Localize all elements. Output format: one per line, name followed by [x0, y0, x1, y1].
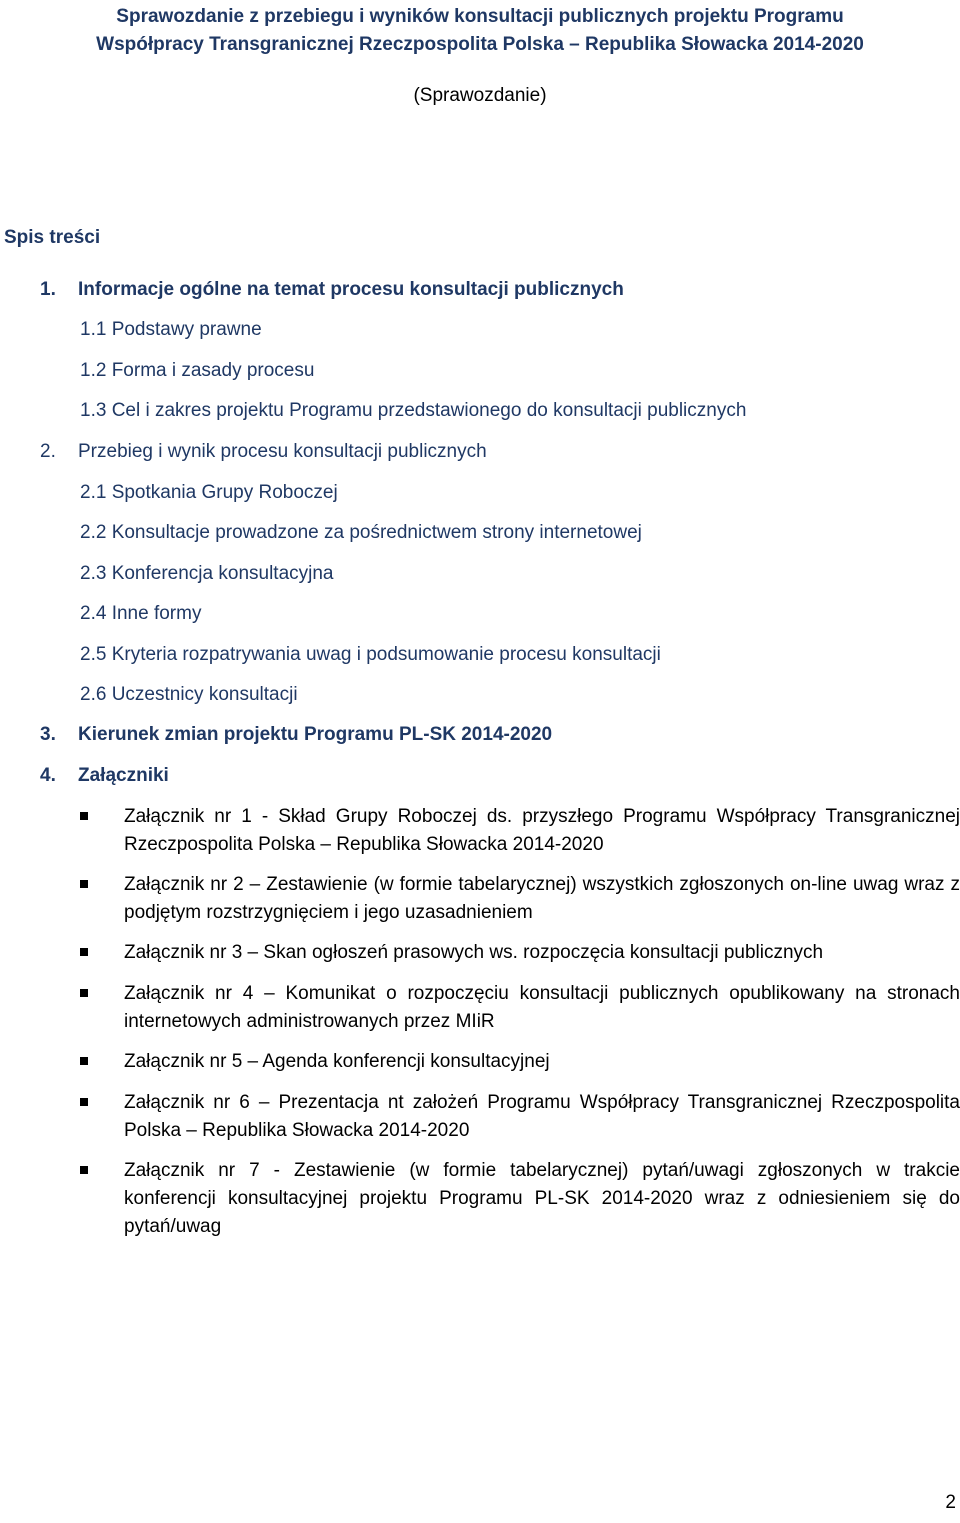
square-bullet-icon [80, 880, 88, 888]
toc-entry-2-6[interactable]: 2.6 Uczestnicy konsultacji [80, 684, 298, 705]
attachment-item-7 [80, 1157, 960, 1241]
toc-entry-1-3[interactable]: 1.3 Cel i zakres projektu Programu przedstawionego do konsultacji publicznych [80, 400, 747, 421]
toc-entry-label: Załączniki [78, 765, 169, 786]
attachment-text: Załącznik nr 5 – Agenda konferencji konsultacyjnej [124, 1051, 550, 1072]
square-bullet-icon [80, 1057, 88, 1065]
toc-entry-label: Przebieg i wynik procesu konsultacji publicznych [78, 441, 487, 462]
toc-heading: Spis treści [4, 227, 101, 248]
attachment-text: Załącznik nr 1 - Skład Grupy Roboczej ds. przyszłego Programu Współpracy Transgranicznej Rzeczpospolita Polska – Republika Słowacka 2014-2020 [124, 806, 960, 855]
attachment-text: Załącznik nr 4 – Komunikat o rozpoczęciu konsultacji publicznych opublikowany na stronach internetowych administrowanych przez MIiR [124, 983, 960, 1032]
toc-entry-number: 4. [40, 765, 56, 786]
square-bullet-icon [80, 1166, 88, 1174]
toc-entry-2[interactable] [40, 440, 487, 464]
toc-entry-3[interactable] [40, 723, 552, 747]
toc-entry-number: 1. [40, 279, 56, 300]
attachment-text: Załącznik nr 3 – Skan ogłoszeń prasowych ws. rozpoczęcia konsultacji publicznych [124, 942, 824, 963]
toc-entry-2-3[interactable]: 2.3 Konferencja konsultacyjna [80, 563, 334, 584]
toc-entry-number: 3. [40, 724, 56, 745]
toc-entry-1[interactable] [40, 278, 624, 302]
toc-entry-2-2[interactable]: 2.2 Konsultacje prowadzone za pośrednictwem strony internetowej [80, 522, 642, 543]
attachment-item-3 [80, 939, 960, 967]
attachment-item-6 [80, 1089, 960, 1145]
toc-entry-number: 2. [40, 441, 56, 462]
toc-entry-2-5[interactable]: 2.5 Kryteria rozpatrywania uwag i podsumowanie procesu konsultacji [80, 644, 661, 665]
toc-entry-2-1[interactable]: 2.1 Spotkania Grupy Roboczej [80, 482, 338, 503]
document-subtitle: (Sprawozdanie) [413, 85, 547, 106]
attachment-item-5 [80, 1048, 960, 1076]
attachment-text: Załącznik nr 6 – Prezentacja nt założeń Programu Współpracy Transgranicznej Rzeczpospolita Polska – Republika Słowacka 2014-2020 [124, 1092, 960, 1141]
toc-entry-4[interactable] [40, 764, 169, 788]
attachment-text: Załącznik nr 7 - Zestawienie (w formie tabelarycznej) pytań/uwagi zgłoszonych w trakcie konferencji konsultacyjnej projektu Programu PL-SK 2014-2020 wraz z odniesieniem się do pytań/uwag [124, 1160, 960, 1237]
document-title-line-2: Współpracy Transgranicznej Rzeczpospolita Polska – Republika Słowacka 2014-2020 [96, 34, 864, 55]
attachment-item-1 [80, 803, 960, 859]
square-bullet-icon [80, 812, 88, 820]
document-title-line-1: Sprawozdanie z przebiegu i wyników konsultacji publicznych projektu Programu [116, 6, 844, 27]
toc-entry-label: Kierunek zmian projektu Programu PL-SK 2014-2020 [78, 724, 553, 745]
attachment-text: Załącznik nr 2 – Zestawienie (w formie tabelarycznej) wszystkich zgłoszonych on-line uwag wraz z podjętym rozstrzygnięciem i jego uzasadnieniem [124, 874, 960, 923]
square-bullet-icon [80, 1098, 88, 1106]
toc-entry-label: Informacje ogólne na temat procesu konsultacji publicznych [78, 279, 624, 300]
toc-entry-1-1[interactable]: 1.1 Podstawy prawne [80, 319, 262, 340]
toc-entry-2-4[interactable]: 2.4 Inne formy [80, 603, 202, 624]
attachment-item-4 [80, 980, 960, 1036]
square-bullet-icon [80, 989, 88, 997]
page-number: 2 [945, 1492, 956, 1513]
attachment-item-2 [80, 871, 960, 927]
square-bullet-icon [80, 948, 88, 956]
toc-entry-1-2[interactable]: 1.2 Forma i zasady procesu [80, 360, 315, 381]
